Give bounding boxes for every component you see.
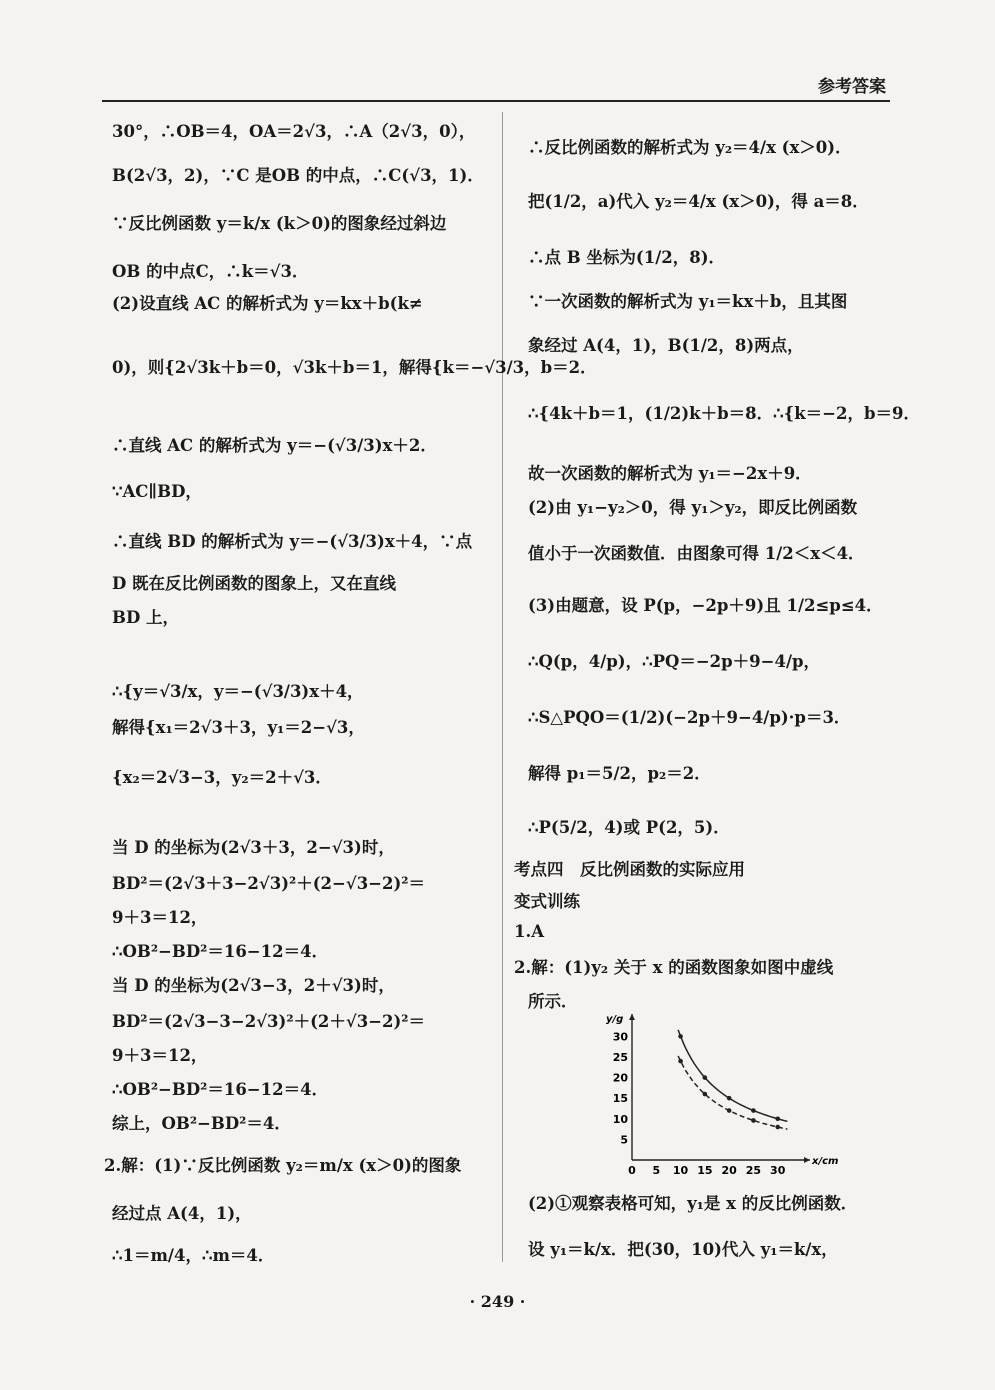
text-line: ∴Q(p，4/p)，∴PQ＝−2p＋9−4/p， (528, 652, 821, 671)
text-line: ∴OB²−BD²＝16−12＝4． (112, 1080, 329, 1099)
text-line: ∴S△PQO＝(1/2)(−2p＋9−4/p)·p＝3． (528, 708, 851, 727)
y-tick-label: 20 (612, 1071, 628, 1085)
text-line: ∴{y＝√3/x，y＝−(√3/3)x＋4， (112, 682, 364, 701)
data-point-y2 (751, 1118, 756, 1123)
subsection-heading: 变式训练 (514, 892, 580, 911)
data-point-y1 (751, 1108, 756, 1113)
text-line: 值小于一次函数值．由图象可得 1/2＜x＜4． (528, 544, 865, 563)
text-line: BD 上， (112, 608, 179, 627)
text-line: BD²＝(2√3−3−2√3)²＋(2＋√3−2)²＝ (112, 1012, 426, 1031)
page-number: · 249 · (469, 1292, 526, 1311)
x-tick-label: 25 (745, 1164, 762, 1177)
y-tick-label: 25 (612, 1050, 628, 1064)
text-line: ∴P(5/2，4)或 P(2，5)． (528, 818, 730, 837)
header-title: 参考答案 (818, 77, 886, 97)
text-line: ∴{4k＋b＝1，(1/2)k＋b＝8．∴{k＝−2，b＝9． (528, 404, 920, 423)
text-line: 2.解：(1)y₂ 关于 x 的函数图象如图中虚线 (514, 958, 834, 977)
text-line: OB 的中点C，∴k＝√3． (112, 262, 309, 281)
text-line: 9＋3＝12， (112, 908, 208, 927)
y-tick-label: 10 (612, 1112, 628, 1126)
text-line: BD²＝(2√3＋3−2√3)²＋(2−√3−2)²＝ (112, 874, 426, 893)
text-line: ∴直线 BD 的解析式为 y＝−(√3/3)x＋4，∵点 (112, 532, 473, 551)
text-line: (2)由 y₁−y₂＞0，得 y₁＞y₂，即反比例函数 (528, 498, 858, 517)
y-tick-label: 5 (620, 1133, 628, 1147)
data-point-y1 (775, 1116, 780, 1121)
page-header (102, 70, 890, 102)
text-line: 30°，∴OB＝4，OA＝2√3，∴A（2√3，0）， (112, 122, 476, 141)
section-heading: 考点四 反比例函数的实际应用 (514, 860, 745, 879)
text-line: (2)①观察表格可知，y₁是 x 的反比例函数． (528, 1194, 858, 1213)
text-line: 0)，则{2√3k＋b＝0，√3k＋b＝1，解得{k＝−√3/3，b＝2． (112, 358, 597, 377)
text-line: (2)设直线 AC 的解析式为 y＝kx＋b(k≠ (112, 294, 423, 313)
x-tick-label: 15 (697, 1164, 713, 1177)
data-point-y1 (703, 1075, 708, 1080)
text-line: B(2√3，2)，∵C 是OB 的中点，∴C(√3，1)． (112, 166, 484, 185)
x-tick-label: 10 (672, 1164, 689, 1177)
text-line: ∴OB²−BD²＝16−12＝4． (112, 942, 329, 961)
text-line: 所示． (528, 992, 578, 1011)
text-line: 故一次函数的解析式为 y₁＝−2x＋9． (528, 464, 812, 483)
x-tick-label: 30 (770, 1164, 786, 1177)
text-line: ∴反比例函数的解析式为 y₂＝4/x (x＞0)． (528, 138, 852, 157)
x-tick-label: 5 (652, 1164, 661, 1177)
data-point-y1 (678, 1034, 683, 1039)
data-point-y2 (678, 1059, 683, 1064)
text-line: ∴1＝m/4，∴m＝4． (112, 1246, 275, 1265)
data-point-y2 (703, 1092, 708, 1097)
text-line: 综上，OB²−BD²＝4． (112, 1114, 291, 1133)
text-line: 解得{x₁＝2√3＋3，y₁＝2−√3， (112, 718, 365, 737)
x-axis-arrow (804, 1157, 810, 1163)
text-line: 设 y₁＝k/x．把(30，10)代入 y₁＝k/x， (528, 1240, 838, 1259)
y-axis-arrow (629, 1014, 635, 1020)
x-axis-label: x/cm (812, 1156, 839, 1167)
data-point-y2 (727, 1108, 732, 1113)
chart-axes (629, 1014, 810, 1163)
data-point-y2 (775, 1125, 780, 1130)
chart-labels (606, 1014, 838, 1177)
chart-series (678, 1030, 787, 1129)
text-line: 经过点 A(4，1)， (112, 1204, 252, 1223)
y-tick-label: 15 (612, 1092, 628, 1106)
series-line-y1 (678, 1030, 787, 1122)
text-line: ∵AC∥BD， (112, 482, 202, 501)
text-line: 解得 p₁＝5/2，p₂＝2． (528, 764, 711, 783)
text-line: D 既在反比例函数的图象上，又在直线 (112, 574, 397, 593)
x-tick-label: 20 (721, 1164, 737, 1177)
text-line: 把(1/2，a)代入 y₂＝4/x (x＞0)，得 a＝8． (528, 192, 869, 211)
text-line: 当 D 的坐标为(2√3−3，2＋√3)时， (112, 976, 395, 995)
text-line: ∵反比例函数 y＝k/x (k＞0)的图象经过斜边 (112, 214, 447, 233)
text-line: {x₂＝2√3−3，y₂＝2＋√3． (112, 768, 332, 787)
text-line: ∴直线 AC 的解析式为 y＝−(√3/3)x＋2． (112, 436, 437, 455)
function-graph (596, 1012, 839, 1180)
y-tick-label: 30 (612, 1030, 628, 1044)
text-line: ∵一次函数的解析式为 y₁＝kx＋b，且其图 (528, 292, 848, 311)
text-line: ∴点 B 坐标为(1/2，8)． (528, 248, 726, 267)
data-point-y1 (727, 1096, 732, 1101)
x-tick-label: 0 (628, 1164, 636, 1177)
text-line: (3)由题意，设 P(p，−2p＋9)且 1/2≤p≤4． (528, 596, 883, 615)
column-divider (502, 112, 503, 1262)
text-line: 9＋3＝12， (112, 1046, 208, 1065)
y-axis-label: y/g (606, 1014, 624, 1025)
text-line: 当 D 的坐标为(2√3＋3，2−√3)时， (112, 838, 395, 857)
text-line: 2.解：(1)∵反比例函数 y₂＝m/x (x＞0)的图象 (104, 1156, 462, 1175)
text-line: 1.A (514, 922, 545, 941)
text-line: 象经过 A(4，1)，B(1/2，8)两点， (528, 336, 804, 355)
series-line-y2 (678, 1056, 787, 1129)
